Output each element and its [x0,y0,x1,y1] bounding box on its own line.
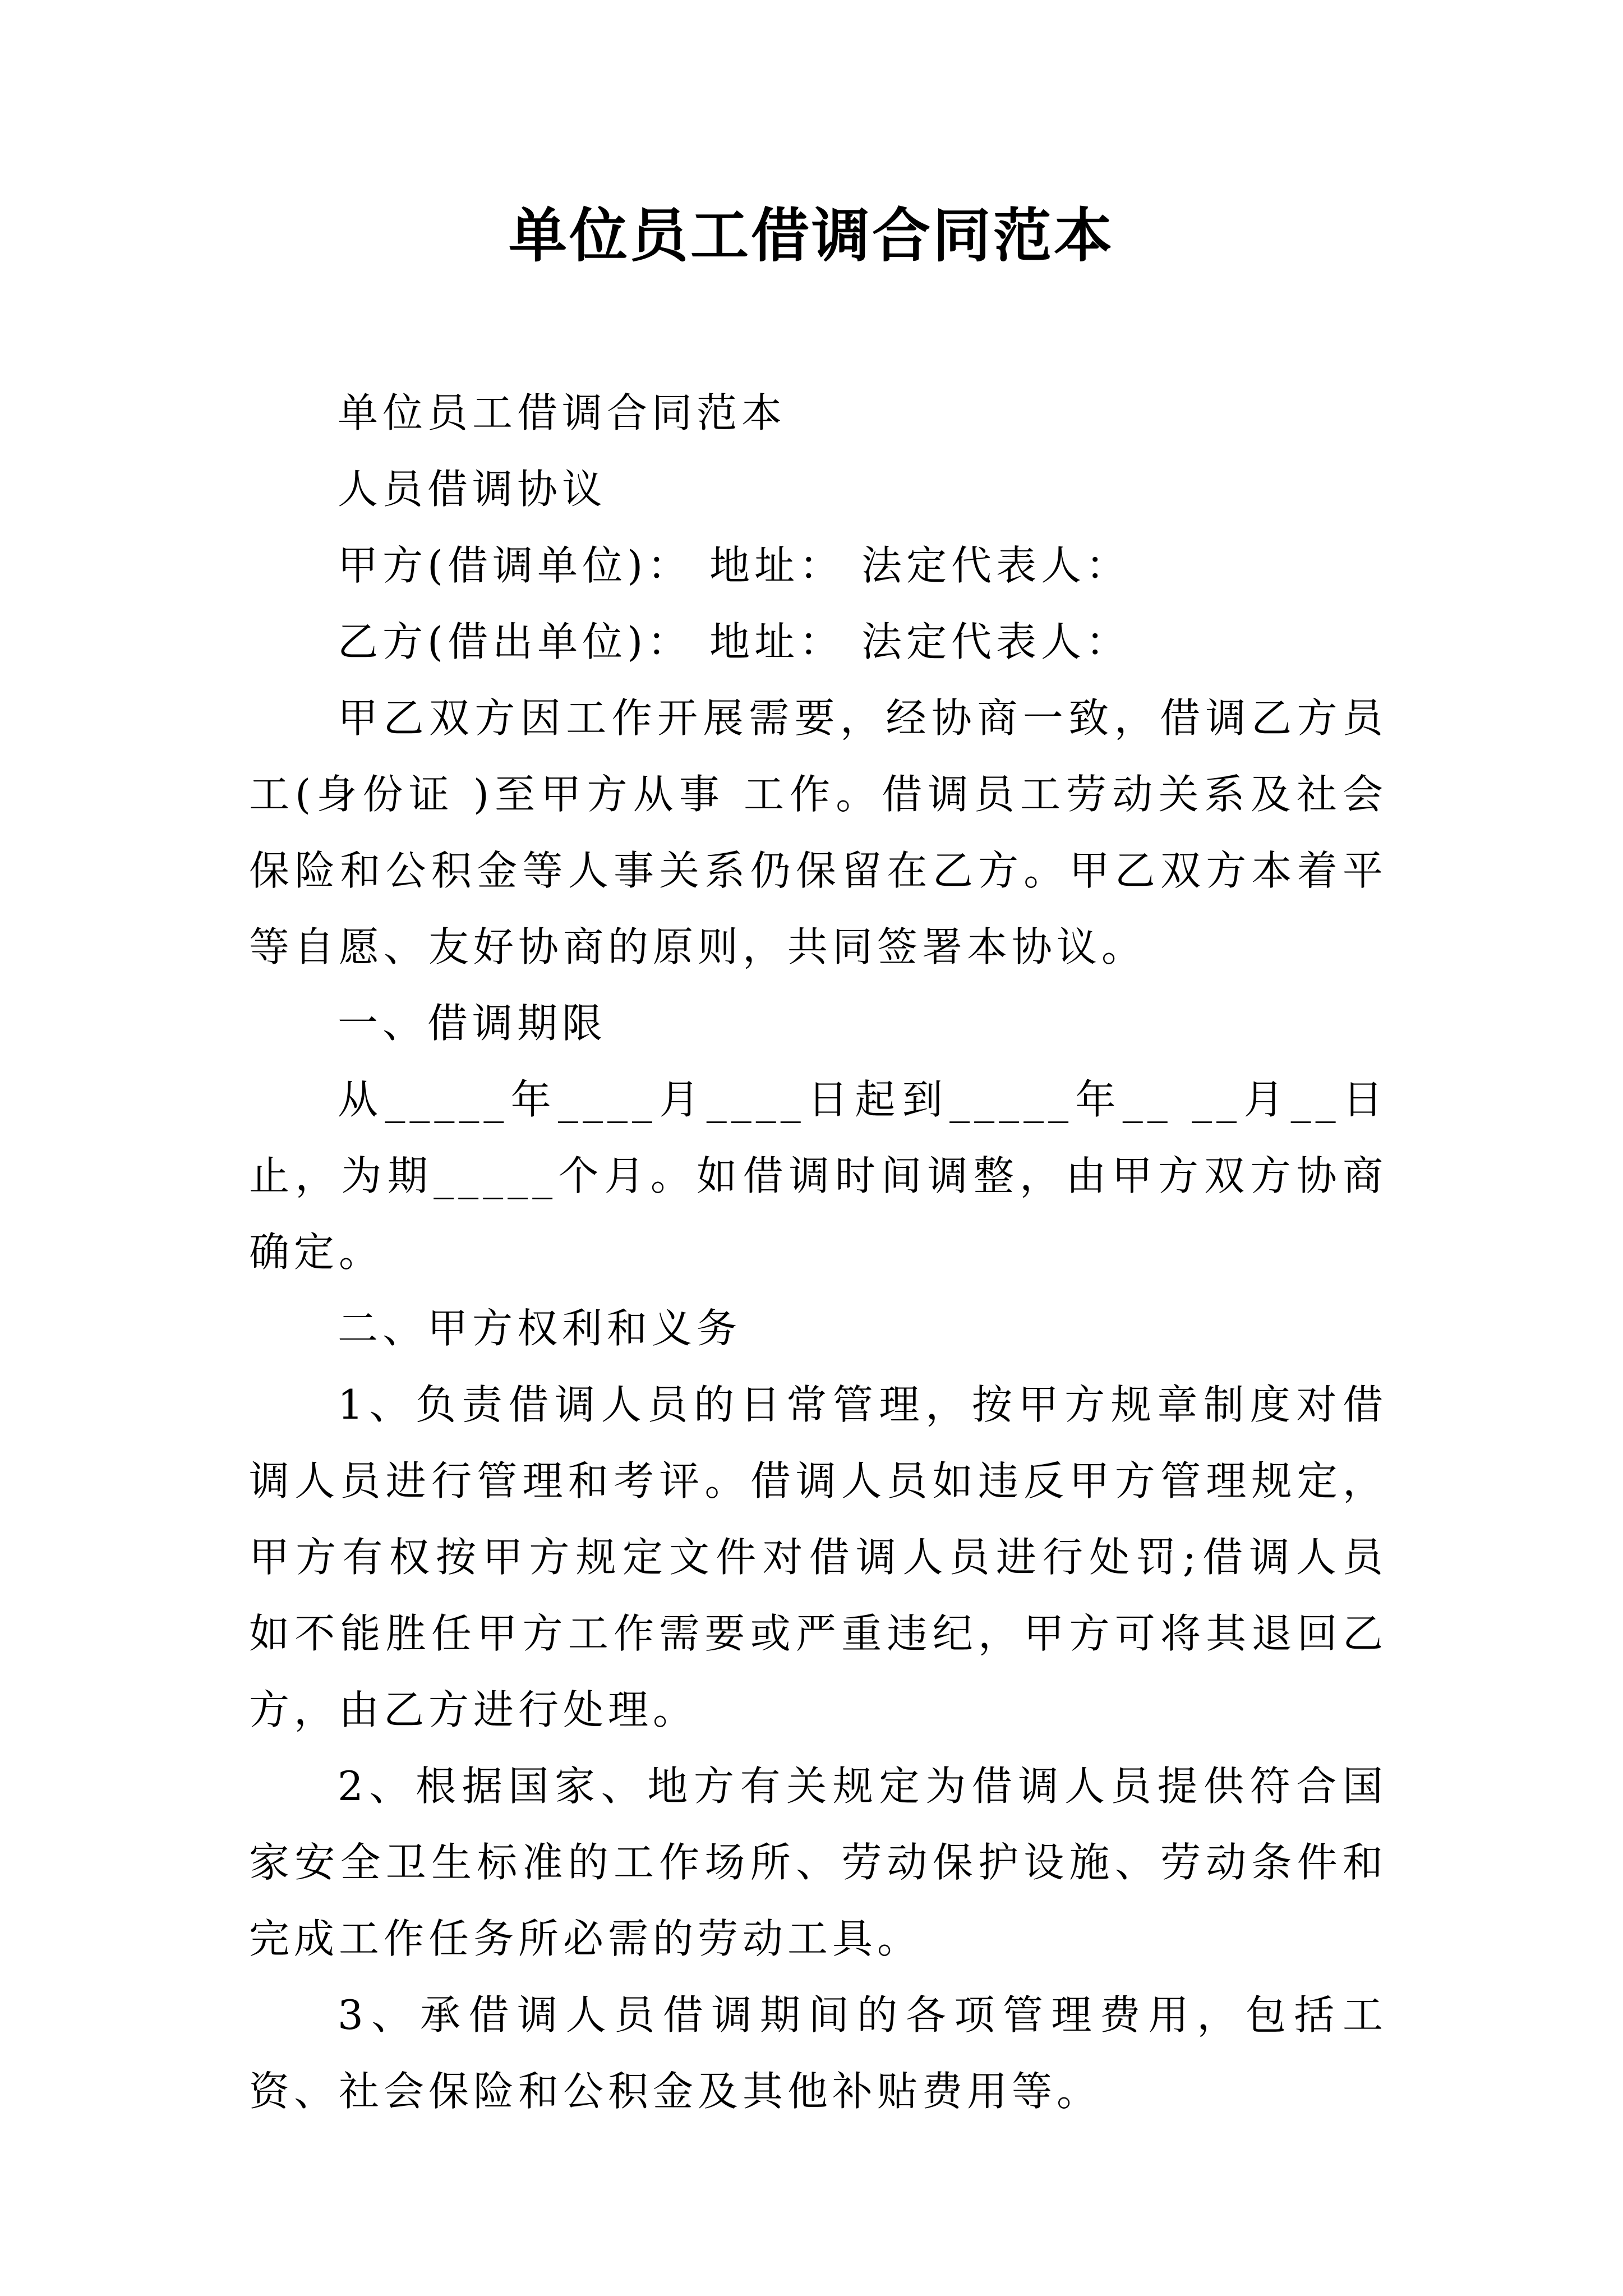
section-heading-party-a-rights: 二、甲方权利和义务 [338,1305,742,1352]
paragraph-heading-repeat: 单位员工借调合同范本 [338,389,787,436]
document-title: 单位员工借调合同范本 [508,201,1114,270]
paragraph-clause-2: 2、根据国家、地方有关规定为借调人员提供符合国家安全卫生标准的工作场所、劳动保护设施、劳动条件和完成工作任务所必需的劳动工具。 [249,1763,1387,1962]
paragraph-term: 从_____年____月____日起到_____年__ __月__日止，为期_____个月。如借调时间调整，由甲方双方协商确定。 [249,1076,1387,1276]
paragraph-agreement-name: 人员借调协议 [338,466,607,513]
paragraph-party-a: 甲方(借调单位)： 地址： 法定代表人： [338,542,1131,589]
paragraph-clause-1: 1、负责借调人员的日常管理，按甲方规章制度对借调人员进行管理和考评。借调人员如违反甲方管理规定，甲方有权按甲方规定文件对借调人员进行处罚;借调人员如不能胜任甲方工作需要或严重违纪，甲方可将其退回乙方，由乙方进行处理。 [249,1381,1387,1733]
paragraph-preamble: 甲乙双方因工作开展需要，经协商一致，借调乙方员工(身份证 )至甲方从事 工作。借调员工劳动关系及社会保险和公积金等人事关系仍保留在乙方。甲乙双方本着平等自愿、友好协商的原则，共同签署本协议。 [249,694,1387,970]
document-body [249,375,1387,2129]
section-heading-term: 一、借调期限 [338,1000,607,1047]
paragraph-party-b: 乙方(借出单位)： 地址： 法定代表人： [338,618,1131,665]
paragraph-clause-3: 3、承借调人员借调期间的各项管理费用，包括工资、社会保险和公积金及其他补贴费用等。 [249,1991,1387,2115]
